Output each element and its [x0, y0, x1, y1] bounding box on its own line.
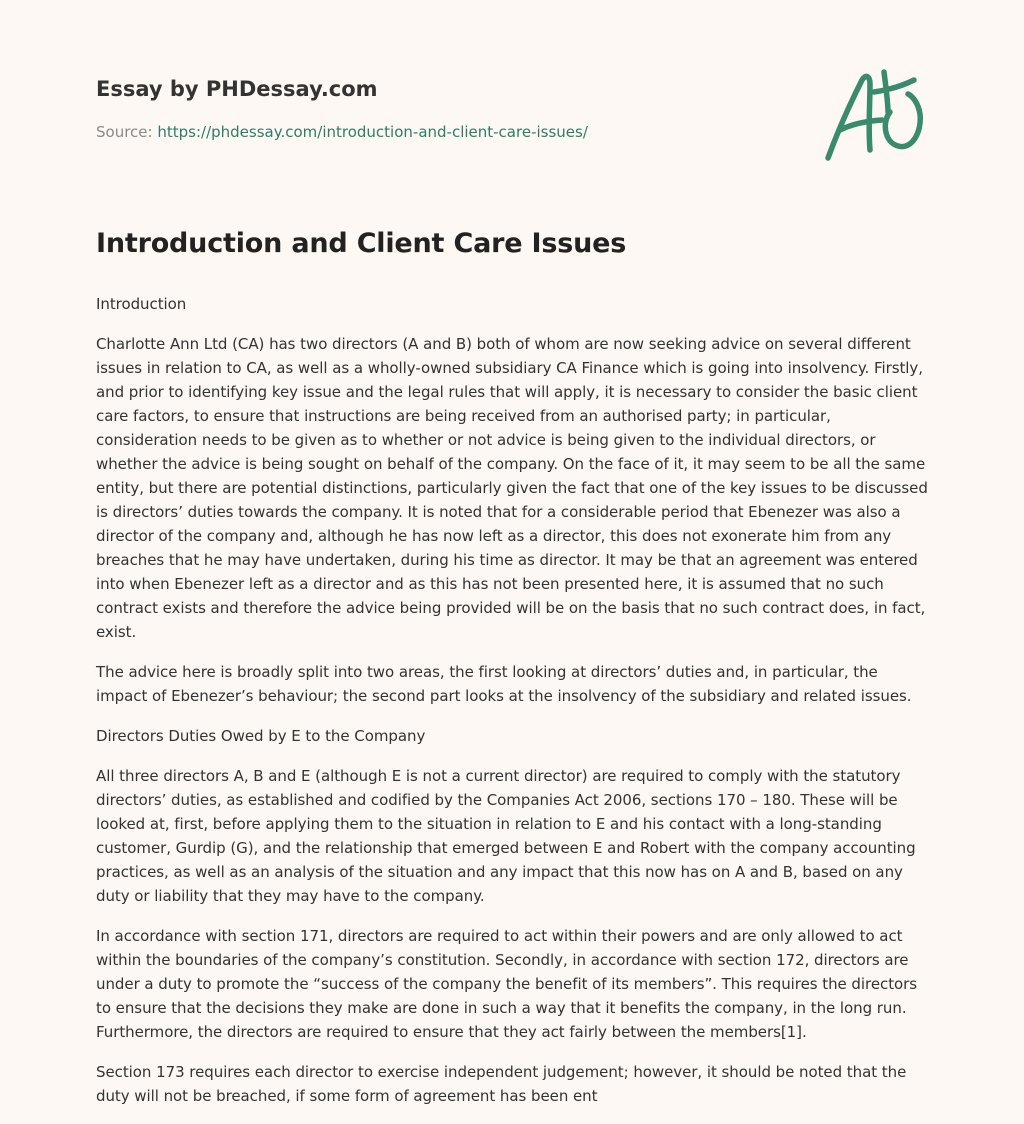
essay-paragraph: All three directors A, B and E (although E is not a current director) are required to comply with the statutory directors’ duties, as established and codified by the Companies Act 2006, sections 170 – 180. These will be looked at, first, before applying them to the situation in relation to E and his contact with a long-standing customer, Gurdip (G), and the relationship that emerged between E and Robert with the company accounting practices, as well as an analysis of the situation and any impact that this now has on A and B, based on any duty or liability that they may have to the company.: [96, 767, 916, 905]
header: [96, 74, 796, 142]
essay-content: [96, 222, 928, 1124]
source-link[interactable]: https://phdessay.com/introduction-and-client-care-issues/: [157, 123, 588, 141]
essay-paragraph: Charlotte Ann Ltd (CA) has two directors (A and B) both of whom are now seeking advice on several different issues in relation to CA, as well as a wholly-owned subsidiary CA Finance which is going into insolvency. Firstly, and prior to identifying key issue and the legal rules that will apply, it is necessary to consider the basic client care factors, to ensure that instructions are being received from an authorised party; in particular, consideration needs to be given as to whether or not advice is being given to the individual directors, or whether the advice is being sought on behalf of the company. On the face of it, it may seem to be all the same entity, but there are potential distinctions, particularly given the fact that one of the key issues to be discussed is directors’ duties towards the company. It is noted that for a considerable period that Ebenezer was also a director of the company and, although he has now left as a director, this does not exonerate him from any breaches that he may have undertaken, during his time as director. It may be that an agreement was entered into when Ebenezer left as a director and as this has not been presented here, it is assumed that no such contract exists and therefore the advice being provided will be on the basis that no such contract does, in fact, exist.: [96, 335, 928, 641]
essay-title: Introduction and Client Care Issues: [96, 228, 627, 259]
a-plus-logo-icon: [818, 66, 930, 166]
essay-paragraph: Introduction: [96, 295, 187, 313]
essay-paragraph: In accordance with section 171, directors are required to act within their powers and are only allowed to act within the boundaries of the company’s constitution. Secondly, in accordance with section 172, directors are under a duty to promote the “success of the company the benefit of its members”. This requires the directors to ensure that the decisions they make are done in such a way that it benefits the company, in the long run. Furthermore, the directors are required to ensure that they act fairly between the members[1].: [96, 927, 918, 1041]
source-line: [96, 122, 796, 142]
site-brand: Essay by PHDessay.com: [96, 77, 378, 101]
essay-paragraph: Section 173 requires each director to exercise independent judgement; however, it should be noted that the duty will not be breached, if some form of agreement has been ent: [96, 1063, 907, 1105]
essay-paragraph: The advice here is broadly split into two areas, the first looking at directors’ duties and, in particular, the impact of Ebenezer’s behaviour; the second part looks at the insolvency of the subsidiary and related issues.: [96, 663, 912, 705]
essay-paragraph: Directors Duties Owed by E to the Company: [96, 727, 426, 745]
source-label: Source:: [96, 123, 153, 141]
